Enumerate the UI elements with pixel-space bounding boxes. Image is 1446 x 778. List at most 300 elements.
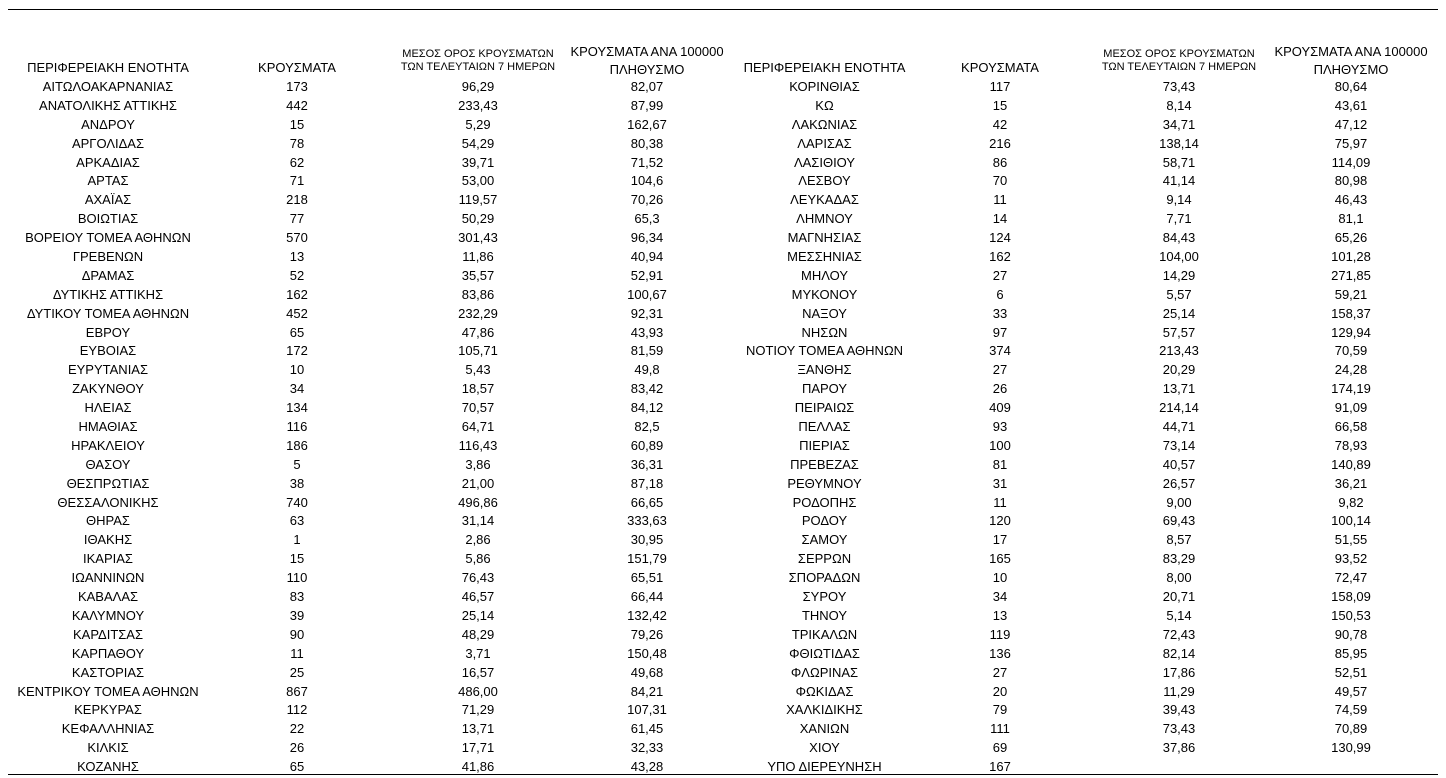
right-per100k-cell: 24,28 <box>1334 362 1368 378</box>
right-per100k-cell: 81,1 <box>1338 211 1364 227</box>
left-per100k-cell: 82,5 <box>634 419 660 435</box>
left-cases-cell: 1 <box>293 532 301 548</box>
right-per100k-cell: 70,59 <box>1334 343 1368 359</box>
right-per100k-cell: 158,09 <box>1331 589 1371 605</box>
left-avg7-cell: 13,71 <box>461 721 495 737</box>
table-row <box>0 739 1446 758</box>
left-region-cell: ΑΙΤΩΛΟΑΚΑΡΝΑΝΙΑΣ <box>42 79 174 94</box>
left-cases-cell: 162 <box>286 286 308 302</box>
right-cases-cell: 117 <box>989 79 1011 94</box>
right-per100k-cell: 51,55 <box>1334 532 1368 548</box>
left-avg7-cell: 47,86 <box>461 324 495 340</box>
left-region-cell: ΕΥΒΟΙΑΣ <box>79 343 137 359</box>
right-avg7-cell: 20,71 <box>1162 589 1196 605</box>
table-row <box>0 418 1446 437</box>
right-region-cell: ΝΗΣΩΝ <box>801 324 848 340</box>
right-avg7-cell: 26,57 <box>1162 475 1196 491</box>
right-region-cell: ΧΑΝΙΩΝ <box>799 721 850 737</box>
header-avg-left <box>392 48 564 74</box>
left-cases-cell: 77 <box>289 211 305 227</box>
left-cases-cell: 90 <box>289 626 305 642</box>
left-region-cell: ΔΡΑΜΑΣ <box>81 267 135 283</box>
left-region-cell: ΑΝΔΡΟΥ <box>81 116 135 132</box>
header-per100k-left-line1: ΚΡΟΥΣΜΑΤΑ ΑΝΑ 100000 <box>570 44 724 59</box>
left-per100k-cell: 65,3 <box>634 211 660 227</box>
right-per100k-cell: 80,98 <box>1334 173 1368 189</box>
table-row <box>0 645 1446 664</box>
left-region-cell: ΙΚΑΡΙΑΣ <box>83 551 133 567</box>
right-per100k-cell: 52,51 <box>1334 664 1368 680</box>
table-row <box>0 286 1446 305</box>
left-region-cell: ΖΑΚΥΝΘΟΥ <box>72 381 144 397</box>
right-region-cell: ΣΥΡΟΥ <box>802 589 847 605</box>
left-avg7-cell: 41,86 <box>461 759 495 775</box>
right-cases-cell: 79 <box>992 702 1008 718</box>
left-cases-cell: 62 <box>289 154 305 170</box>
right-per100k-cell: 59,21 <box>1334 286 1368 302</box>
left-region-cell: ΘΕΣΣΑΛΟΝΙΚΗΣ <box>57 494 159 510</box>
right-avg7-cell: 14,29 <box>1162 267 1196 283</box>
right-cases-cell: 136 <box>989 645 1011 661</box>
left-region-cell: ΚΑΡΠΑΘΟΥ <box>71 645 145 661</box>
right-avg7-cell: 84,43 <box>1162 230 1196 246</box>
left-avg7-cell: 96,29 <box>461 79 495 94</box>
right-avg7-cell: 104,00 <box>1159 249 1199 265</box>
right-per100k-cell: 91,09 <box>1334 400 1368 416</box>
left-region-cell: ΚΑΒΑΛΑΣ <box>77 589 139 605</box>
top-rule <box>8 9 1438 10</box>
right-per100k-cell: 130,99 <box>1331 740 1371 756</box>
left-cases-cell: 15 <box>289 551 305 567</box>
right-avg7-cell: 9,14 <box>1166 192 1192 208</box>
right-per100k-cell: 72,47 <box>1334 570 1368 586</box>
right-per100k-cell: 70,89 <box>1334 721 1368 737</box>
left-avg7-cell: 64,71 <box>461 419 495 435</box>
left-region-cell: ΚΑΛΥΜΝΟΥ <box>71 607 145 623</box>
left-cases-cell: 740 <box>286 494 308 510</box>
right-avg7-cell: 57,57 <box>1162 324 1196 340</box>
right-cases-cell: 86 <box>992 154 1008 170</box>
right-region-cell: ΧΙΟΥ <box>809 740 840 756</box>
table-row <box>0 380 1446 399</box>
left-per100k-cell: 43,28 <box>630 759 664 775</box>
header-per100k-left-line2: ΠΛΗΘΥΣΜΟ <box>609 62 685 77</box>
header-avg-left-line2: ΤΩΝ ΤΕΛΕΥΤΑΙΩΝ 7 ΗΜΕΡΩΝ <box>400 61 556 73</box>
table-row <box>0 550 1446 569</box>
header-per100k-right <box>1266 43 1436 79</box>
left-per100k-cell: 84,12 <box>630 400 664 416</box>
left-per100k-cell: 132,42 <box>627 607 667 623</box>
left-region-cell: ΘΑΣΟΥ <box>85 456 131 472</box>
table-row <box>0 97 1446 116</box>
left-per100k-cell: 333,63 <box>627 513 667 529</box>
left-avg7-cell: 3,71 <box>465 645 491 661</box>
right-avg7-cell: 39,43 <box>1162 702 1196 718</box>
table-row <box>0 210 1446 229</box>
left-per100k-cell: 40,94 <box>630 249 664 265</box>
table-row <box>0 116 1446 135</box>
right-cases-cell: 27 <box>992 362 1008 378</box>
left-avg7-cell: 50,29 <box>461 211 495 227</box>
table-row <box>0 154 1446 173</box>
left-avg7-cell: 5,43 <box>465 362 491 378</box>
left-avg7-cell: 232,29 <box>458 305 498 321</box>
right-avg7-cell: 138,14 <box>1159 135 1199 151</box>
right-avg7-cell: 20,29 <box>1162 362 1196 378</box>
left-avg7-cell: 35,57 <box>461 267 495 283</box>
left-per100k-cell: 104,6 <box>630 173 664 189</box>
right-avg7-cell: 214,14 <box>1159 400 1199 416</box>
table-row <box>0 342 1446 361</box>
left-cases-cell: 570 <box>286 230 308 246</box>
right-cases-cell: 124 <box>989 230 1011 246</box>
right-cases-cell: 6 <box>996 286 1004 302</box>
right-region-cell: ΜΕΣΣΗΝΙΑΣ <box>787 249 862 265</box>
left-per100k-cell: 150,48 <box>627 645 667 661</box>
header-avg-right <box>1094 48 1264 74</box>
table-row <box>0 78 1446 97</box>
left-cases-cell: 11 <box>290 645 304 661</box>
right-per100k-cell: 140,89 <box>1331 456 1371 472</box>
left-cases-cell: 22 <box>289 721 305 737</box>
table-row <box>0 683 1446 702</box>
table-row <box>0 494 1446 513</box>
right-per100k-cell: 158,37 <box>1331 305 1371 321</box>
right-region-cell: ΛΑΡΙΣΑΣ <box>797 135 852 151</box>
right-avg7-cell: 7,71 <box>1166 211 1192 227</box>
table-row <box>0 456 1446 475</box>
left-cases-cell: 65 <box>289 324 305 340</box>
left-avg7-cell: 76,43 <box>461 570 495 586</box>
left-avg7-cell: 39,71 <box>461 154 495 170</box>
right-cases-cell: 13 <box>992 607 1008 623</box>
left-region-cell: ΕΥΡΥΤΑΝΙΑΣ <box>67 362 149 378</box>
left-region-cell: ΘΗΡΑΣ <box>86 513 130 529</box>
left-cases-cell: 112 <box>286 702 308 718</box>
table-row <box>0 437 1446 456</box>
right-region-cell: ΝΑΞΟΥ <box>802 305 847 321</box>
left-avg7-cell: 83,86 <box>461 286 495 302</box>
table-row <box>0 229 1446 248</box>
right-region-cell: ΡΟΔΟΥ <box>801 513 848 529</box>
right-per100k-cell: 85,95 <box>1334 645 1368 661</box>
right-cases-cell: 120 <box>989 513 1011 529</box>
left-cases-cell: 83 <box>289 589 305 605</box>
right-per100k-cell: 80,64 <box>1334 79 1368 94</box>
left-avg7-cell: 116,43 <box>458 437 498 453</box>
left-per100k-cell: 32,33 <box>630 740 664 756</box>
table-row <box>0 588 1446 607</box>
right-avg7-cell: 25,14 <box>1162 305 1196 321</box>
left-avg7-cell: 11,86 <box>462 249 494 265</box>
left-region-cell: ΙΘΑΚΗΣ <box>83 532 133 548</box>
right-avg7-cell: 34,71 <box>1162 116 1196 132</box>
table-row <box>0 664 1446 683</box>
left-avg7-cell: 119,57 <box>458 192 498 208</box>
right-avg7-cell: 73,14 <box>1162 437 1196 453</box>
right-cases-cell: 31 <box>992 475 1008 491</box>
header-per100k-right-line2: ΠΛΗΘΥΣΜΟ <box>1313 62 1389 77</box>
left-avg7-cell: 5,29 <box>465 116 491 132</box>
left-cases-cell: 442 <box>286 97 308 113</box>
left-region-cell: ΚΕΡΚΥΡΑΣ <box>74 702 142 718</box>
table-row <box>0 569 1446 588</box>
left-per100k-cell: 79,26 <box>630 626 664 642</box>
right-avg7-cell: 44,71 <box>1162 419 1196 435</box>
left-avg7-cell: 21,00 <box>461 475 495 491</box>
left-cases-cell: 34 <box>289 381 305 397</box>
table-row <box>0 512 1446 531</box>
left-region-cell: ΚΕΦΑΛΛΗΝΙΑΣ <box>61 721 155 737</box>
table-row <box>0 720 1446 739</box>
table-row <box>0 248 1446 267</box>
left-avg7-cell: 16,57 <box>461 664 495 680</box>
left-region-cell: ΚΙΛΚΙΣ <box>87 740 129 756</box>
right-per100k-cell: 46,43 <box>1334 192 1368 208</box>
right-region-cell: ΦΘΙΩΤΙΔΑΣ <box>789 645 860 661</box>
left-per100k-cell: 66,65 <box>630 494 664 510</box>
right-avg7-cell: 73,43 <box>1162 721 1196 737</box>
left-cases-cell: 116 <box>286 419 308 435</box>
header-cases-right: ΚΡΟΥΣΜΑΤΑ <box>961 60 1039 75</box>
right-cases-cell: 111 <box>990 721 1010 737</box>
right-per100k-cell: 150,53 <box>1331 607 1371 623</box>
right-cases-cell: 81 <box>992 456 1008 472</box>
left-per100k-cell: 82,07 <box>630 79 664 94</box>
right-avg7-cell: 69,43 <box>1162 513 1196 529</box>
right-cases-cell: 10 <box>992 570 1008 586</box>
left-avg7-cell: 46,57 <box>461 589 495 605</box>
left-cases-cell: 186 <box>286 437 308 453</box>
left-region-cell: ΚΟΖΑΝΗΣ <box>77 759 139 775</box>
left-cases-cell: 52 <box>289 267 305 283</box>
left-avg7-cell: 496,86 <box>458 494 498 510</box>
left-cases-cell: 15 <box>289 116 305 132</box>
right-cases-cell: 27 <box>992 267 1008 283</box>
right-region-cell: ΠΑΡΟΥ <box>801 381 848 397</box>
left-region-cell: ΒΟΡΕΙΟΥ ΤΟΜΕΑ ΑΘΗΝΩΝ <box>25 230 191 246</box>
right-avg7-cell: 37,86 <box>1162 740 1196 756</box>
right-cases-cell: 34 <box>992 589 1008 605</box>
right-avg7-cell: 83,29 <box>1162 551 1196 567</box>
left-per100k-cell: 162,67 <box>627 116 667 132</box>
left-avg7-cell: 25,14 <box>461 607 495 623</box>
right-avg7-cell: 5,57 <box>1166 286 1192 302</box>
right-cases-cell: 165 <box>989 551 1011 567</box>
left-per100k-cell: 49,68 <box>630 664 664 680</box>
left-per100k-cell: 80,38 <box>630 135 664 151</box>
left-per100k-cell: 107,31 <box>627 702 667 718</box>
left-cases-cell: 110 <box>286 570 308 586</box>
left-avg7-cell: 17,71 <box>461 740 495 756</box>
right-region-cell: ΚΩ <box>815 97 834 113</box>
left-avg7-cell: 486,00 <box>458 683 498 699</box>
left-per100k-cell: 52,91 <box>630 267 664 283</box>
right-region-cell: ΜΗΛΟΥ <box>801 267 848 283</box>
right-region-cell: ΛΑΣΙΘΙΟΥ <box>793 154 856 170</box>
right-region-cell: ΣΕΡΡΩΝ <box>797 551 852 567</box>
right-per100k-cell: 65,26 <box>1334 230 1368 246</box>
right-cases-cell: 162 <box>989 249 1011 265</box>
right-per100k-cell: 271,85 <box>1331 267 1371 283</box>
left-avg7-cell: 70,57 <box>461 400 495 416</box>
right-per100k-cell: 47,12 <box>1334 116 1368 132</box>
left-region-cell: ΑΝΑΤΟΛΙΚΗΣ ΑΤΤΙΚΗΣ <box>39 97 177 113</box>
header-avg-right-line2: ΤΩΝ ΤΕΛΕΥΤΑΙΩΝ 7 ΗΜΕΡΩΝ <box>1101 61 1257 73</box>
left-cases-cell: 39 <box>289 607 305 623</box>
left-per100k-cell: 60,89 <box>630 437 664 453</box>
left-per100k-cell: 65,51 <box>630 570 664 586</box>
left-per100k-cell: 66,44 <box>630 589 664 605</box>
header-region-right: ΠΕΡΙΦΕΡΕΙΑΚΗ ΕΝΟΤΗΤΑ <box>743 60 906 75</box>
left-region-cell: ΚΕΝΤΡΙΚΟΥ ΤΟΜΕΑ ΑΘΗΝΩΝ <box>17 683 199 699</box>
header-per100k-right-line1: ΚΡΟΥΣΜΑΤΑ ΑΝΑ 100000 <box>1274 44 1428 59</box>
right-cases-cell: 374 <box>989 343 1011 359</box>
right-avg7-cell: 13,71 <box>1162 381 1196 397</box>
right-avg7-cell: 9,00 <box>1166 494 1192 510</box>
header-avg-right-line1: ΜΕΣΟΣ ΟΡΟΣ ΚΡΟΥΣΜΑΤΩΝ <box>1103 48 1255 60</box>
left-per100k-cell: 70,26 <box>630 192 664 208</box>
right-avg7-cell: 41,14 <box>1162 173 1196 189</box>
left-per100k-cell: 87,18 <box>630 475 664 491</box>
left-region-cell: ΑΡΓΟΛΙΔΑΣ <box>71 135 145 151</box>
left-avg7-cell: 31,14 <box>461 513 495 529</box>
right-per100k-cell: 9,82 <box>1338 494 1364 510</box>
left-per100k-cell: 84,21 <box>630 683 664 699</box>
table-row <box>0 475 1446 494</box>
right-avg7-cell: 8,00 <box>1166 570 1192 586</box>
left-avg7-cell: 3,86 <box>465 456 491 472</box>
right-region-cell: ΤΗΝΟΥ <box>801 607 848 623</box>
right-cases-cell: 69 <box>992 740 1008 756</box>
header-avg-left-line1: ΜΕΣΟΣ ΟΡΟΣ ΚΡΟΥΣΜΑΤΩΝ <box>402 48 554 60</box>
right-per100k-cell: 78,93 <box>1334 437 1368 453</box>
right-per100k-cell: 114,09 <box>1331 154 1371 170</box>
right-avg7-cell: 8,14 <box>1166 97 1192 113</box>
left-region-cell: ΕΒΡΟΥ <box>85 324 131 340</box>
left-per100k-cell: 87,99 <box>630 97 664 113</box>
left-region-cell: ΙΩΑΝΝΙΝΩΝ <box>71 570 145 586</box>
right-per100k-cell: 49,57 <box>1334 683 1368 699</box>
left-cases-cell: 452 <box>286 305 308 321</box>
left-avg7-cell: 301,43 <box>458 230 498 246</box>
right-per100k-cell: 43,61 <box>1334 97 1368 113</box>
right-region-cell: ΝΟΤΙΟΥ ΤΟΜΕΑ ΑΘΗΝΩΝ <box>745 343 904 359</box>
left-avg7-cell: 71,29 <box>461 702 495 718</box>
right-region-cell: ΠΙΕΡΙΑΣ <box>799 437 850 453</box>
right-per100k-cell: 36,21 <box>1334 475 1368 491</box>
header-region-left: ΠΕΡΙΦΕΡΕΙΑΚΗ ΕΝΟΤΗΤΑ <box>27 60 189 75</box>
right-cases-cell: 97 <box>992 324 1008 340</box>
header-cases-left: ΚΡΟΥΣΜΑΤΑ <box>258 60 336 75</box>
left-region-cell: ΒΟΙΩΤΙΑΣ <box>77 211 139 227</box>
left-region-cell: ΗΡΑΚΛΕΙΟΥ <box>71 437 145 453</box>
right-cases-cell: 26 <box>992 381 1008 397</box>
left-per100k-cell: 81,59 <box>630 343 664 359</box>
left-cases-cell: 63 <box>289 513 305 529</box>
right-region-cell: ΥΠΟ ΔΙΕΡΕΥΝΗΣΗ <box>767 759 882 775</box>
right-region-cell: ΜΑΓΝΗΣΙΑΣ <box>787 230 862 246</box>
right-per100k-cell: 90,78 <box>1334 626 1368 642</box>
right-avg7-cell: 58,71 <box>1162 154 1196 170</box>
left-per100k-cell: 61,45 <box>630 721 664 737</box>
left-region-cell: ΗΛΕΙΑΣ <box>84 400 132 416</box>
right-cases-cell: 11 <box>993 192 1007 208</box>
left-cases-cell: 173 <box>286 79 308 94</box>
left-avg7-cell: 5,86 <box>465 551 491 567</box>
right-per100k-cell: 101,28 <box>1331 249 1371 265</box>
right-region-cell: ΠΕΙΡΑΙΩΣ <box>794 400 855 416</box>
table-row <box>0 305 1446 324</box>
left-cases-cell: 218 <box>286 192 308 208</box>
left-cases-cell: 5 <box>293 456 301 472</box>
left-cases-cell: 65 <box>289 759 305 775</box>
right-cases-cell: 27 <box>992 664 1008 680</box>
right-region-cell: ΦΩΚΙΔΑΣ <box>795 683 854 699</box>
right-region-cell: ΤΡΙΚΑΛΩΝ <box>791 626 858 642</box>
right-region-cell: ΞΑΝΘΗΣ <box>797 362 852 378</box>
left-region-cell: ΓΡΕΒΕΝΩΝ <box>72 249 144 265</box>
right-region-cell: ΧΑΛΚΙΔΙΚΗΣ <box>786 702 863 718</box>
left-region-cell: ΑΡΚΑΔΙΑΣ <box>76 154 140 170</box>
right-cases-cell: 100 <box>989 437 1011 453</box>
right-region-cell: ΣΠΟΡΑΔΩΝ <box>788 570 861 586</box>
right-cases-cell: 409 <box>989 400 1011 416</box>
left-region-cell: ΑΧΑΪΑΣ <box>84 192 132 208</box>
table-row <box>0 324 1446 343</box>
right-region-cell: ΡΟΔΟΠΗΣ <box>792 494 857 510</box>
left-region-cell: ΚΑΣΤΟΡΙΑΣ <box>71 664 145 680</box>
right-avg7-cell: 11,29 <box>1163 683 1195 699</box>
right-per100k-cell: 66,58 <box>1334 419 1368 435</box>
right-per100k-cell: 74,59 <box>1334 702 1368 718</box>
table-row <box>0 267 1446 286</box>
left-avg7-cell: 54,29 <box>461 135 495 151</box>
right-avg7-cell: 5,14 <box>1166 607 1192 623</box>
left-cases-cell: 10 <box>289 362 305 378</box>
left-per100k-cell: 30,95 <box>630 532 664 548</box>
right-region-cell: ΣΑΜΟΥ <box>801 532 848 548</box>
left-per100k-cell: 83,42 <box>630 381 664 397</box>
right-cases-cell: 42 <box>992 116 1008 132</box>
table-row <box>0 399 1446 418</box>
right-region-cell: ΡΕΘΥΜΝΟΥ <box>787 475 862 491</box>
left-per100k-cell: 43,93 <box>630 324 664 340</box>
bottom-rule <box>8 774 1438 775</box>
left-cases-cell: 867 <box>286 683 308 699</box>
right-avg7-cell: 72,43 <box>1162 626 1196 642</box>
left-avg7-cell: 105,71 <box>458 343 498 359</box>
left-cases-cell: 38 <box>289 475 305 491</box>
left-avg7-cell: 2,86 <box>465 532 491 548</box>
right-cases-cell: 70 <box>992 173 1008 189</box>
table-row <box>0 626 1446 645</box>
left-avg7-cell: 53,00 <box>461 173 495 189</box>
table-row <box>0 531 1446 550</box>
left-cases-cell: 71 <box>289 173 305 189</box>
right-per100k-cell: 100,14 <box>1331 513 1371 529</box>
left-region-cell: ΚΑΡΔΙΤΣΑΣ <box>72 626 144 642</box>
right-avg7-cell: 82,14 <box>1162 645 1196 661</box>
right-region-cell: ΛΕΣΒΟΥ <box>798 173 851 189</box>
left-per100k-cell: 71,52 <box>630 154 664 170</box>
right-cases-cell: 11 <box>993 494 1007 510</box>
left-per100k-cell: 92,31 <box>630 305 664 321</box>
left-cases-cell: 26 <box>289 740 305 756</box>
left-per100k-cell: 49,8 <box>634 362 660 378</box>
header-per100k-left <box>562 43 732 79</box>
right-region-cell: ΛΑΚΩΝΙΑΣ <box>791 116 858 132</box>
